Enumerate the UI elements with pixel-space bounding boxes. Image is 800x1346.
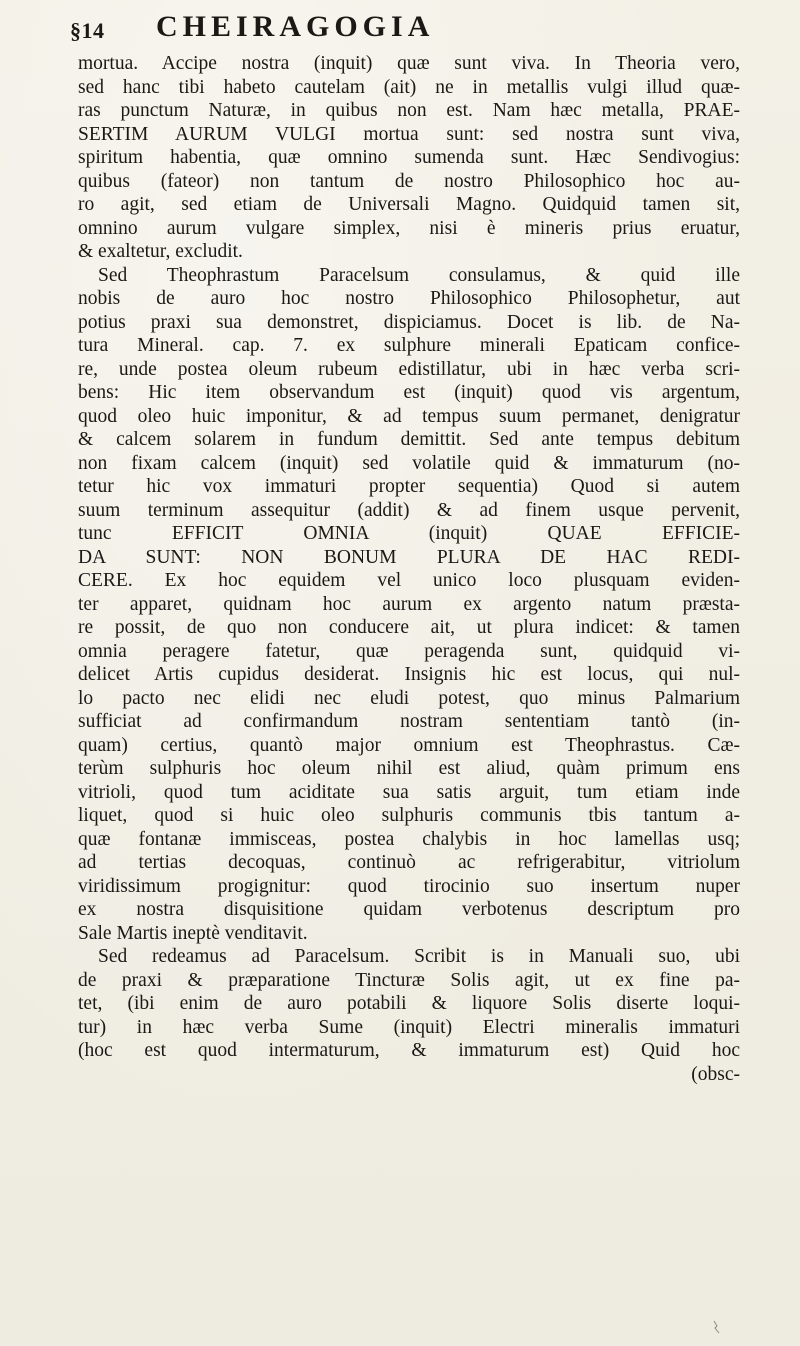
running-title: CHEIRAGOGIA — [156, 10, 435, 43]
text-line: DA SUNT: NON BONUM PLURA DE HAC REDI- — [78, 546, 740, 568]
page-number: §14 — [70, 18, 105, 43]
catchword: (obsc- — [691, 1063, 740, 1085]
text-line: & exaltetur, excludit. — [78, 241, 243, 262]
text-line: liquet, quod si huic oleo sulphuris communis tbis tantum a- — [78, 805, 740, 826]
text-line: (hoc est quod intermaturum, & immaturum est) Quid hoc — [78, 1040, 740, 1061]
text-line: non fixam calcem (inquit) sed volatile quid & immaturum (no- — [78, 452, 740, 474]
text-line: spiritum habentia, quæ omnino sumenda sunt. Hæc Sendivogius: — [78, 147, 740, 168]
text-line: tura Mineral. cap. 7. ex sulphure minerali Epaticam confice- — [78, 335, 740, 356]
text-line: re possit, de quo non conducere ait, ut plura indicet: & tamen — [78, 617, 740, 638]
text-line: sufficiat ad confirmandum nostram sententiam tantò (in- — [78, 711, 740, 732]
text-line: ro agit, sed etiam de Universali Magno. Quidquid tamen sit, — [78, 194, 740, 215]
text-line: quibus (fateor) non tantum de nostro Philosophico hoc au- — [78, 170, 740, 192]
text-line: quam) certius, quantò major omnium est Theophrastus. Cæ- — [78, 734, 740, 756]
text-line: Sed Theophrastum Paracelsum consulamus, & quid ille — [98, 264, 740, 286]
text-line: viridissimum progignitur: quod tirocinio suo insertum nuper — [78, 875, 740, 897]
text-line: re, unde postea oleum rubeum edistillatur, ubi in hæc verba scri- — [78, 358, 740, 380]
running-head — [70, 10, 740, 44]
text-line: sed hanc tibi habeto cautelam (ait) ne in metallis vulgi illud quæ- — [78, 76, 740, 98]
text-line: ex nostra disquisitione quidam verbotenus descriptum pro — [78, 899, 740, 920]
body-text — [78, 52, 740, 1086]
text-line: tunc EFFICIT OMNIA (inquit) QUAE EFFICIE- — [78, 523, 740, 544]
text-line: & calcem solarem in fundum demittit. Sed ante tempus debitum — [78, 429, 740, 450]
text-line: vitrioli, quod tum aciditate sua satis arguit, tum etiam inde — [78, 781, 740, 803]
text-line: nobis de auro hoc nostro Philosophico Philosophetur, aut — [78, 288, 740, 309]
text-line: potius praxi sua demonstret, dispiciamus. Docet is lib. de Na- — [78, 311, 740, 333]
text-line: tetur hic vox immaturi propter sequentia) Quod si autem — [78, 476, 740, 497]
text-line: SERTIM AURUM VULGI mortua sunt: sed nostra sunt viva, — [78, 123, 740, 145]
text-line: ras punctum Naturæ, in quibus non est. Nam hæc metalla, PRAE- — [78, 100, 740, 121]
text-line: de praxi & præparatione Tincturæ Solis agit, ut ex fine pa- — [78, 969, 740, 991]
text-line: mortua. Accipe nostra (inquit) quæ sunt viva. In Theoria vero, — [78, 53, 740, 74]
text-line: quod oleo huic imponitur, & ad tempus suum permanet, denigratur — [78, 405, 740, 427]
text-line: Sale Martis ineptè venditavit. — [78, 922, 308, 944]
text-line: ter apparet, quidnam hoc aurum ex argento natum præsta- — [78, 593, 740, 615]
text-line: omnino aurum vulgare simplex, nisi è mineris prius eruatur, — [78, 217, 740, 239]
text-line: terùm sulphuris hoc oleum nihil est aliud, quàm primum ens — [78, 758, 740, 779]
text-line: quæ fontanæ immisceas, postea chalybis in hoc lamellas usq; — [78, 828, 740, 850]
text-line: tet, (ibi enim de auro potabili & liquore Solis diserte loqui- — [78, 993, 740, 1014]
text-line: lo pacto nec elidi nec eludi potest, quo minus Palmarium — [78, 687, 740, 709]
text-line: tur) in hæc verba Sume (inquit) Electri mineralis immaturi — [78, 1016, 740, 1038]
ink-mark-icon — [712, 1320, 722, 1334]
text-line: delicet Artis cupidus desiderat. Insignis hic est locus, qui nul- — [78, 664, 740, 685]
text-line: omnia peragere fatetur, quæ peragenda sunt, quidquid vi- — [78, 640, 740, 662]
text-line: bens: Hic item observandum est (inquit) quod vis argentum, — [78, 382, 740, 403]
text-line: ad tertias decoquas, continuò ac refrigerabitur, vitriolum — [78, 852, 740, 873]
text-line: Sed redeamus ad Paracelsum. Scribit is in Manuali suo, ubi — [98, 946, 740, 967]
text-line: suum terminum assequitur (addit) & ad finem usque pervenit, — [78, 499, 740, 521]
text-line: CERE. Ex hoc equidem vel unico loco plusquam eviden- — [78, 570, 740, 591]
